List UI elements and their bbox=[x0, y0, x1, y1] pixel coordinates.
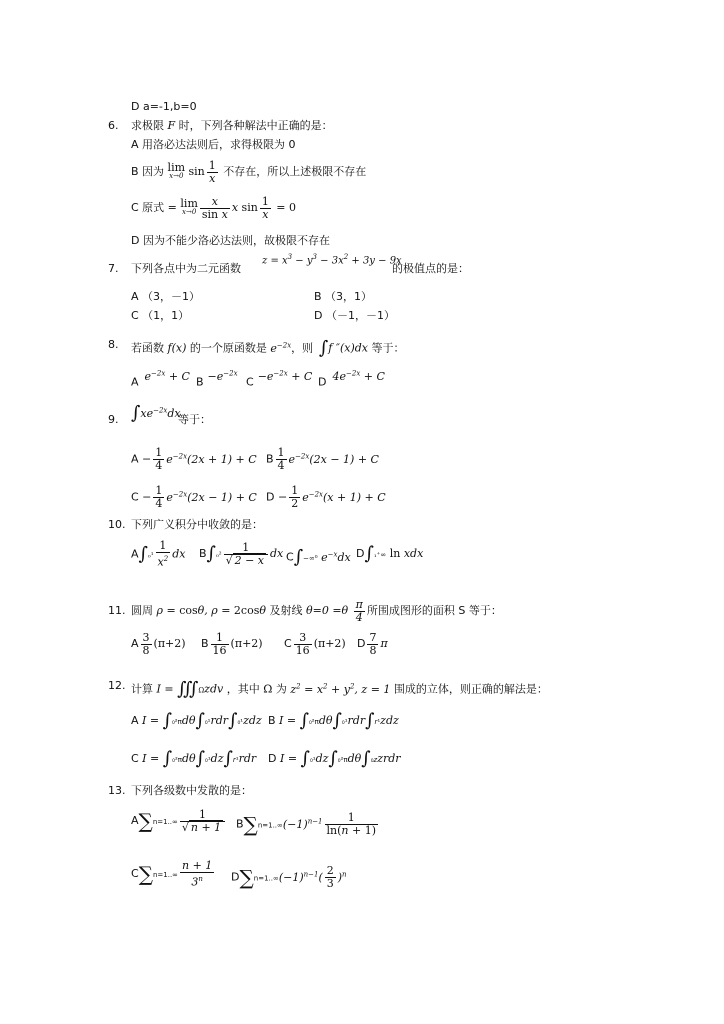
q6-option-b: B 因为 lim x→0 sin $\frac{1}{x}$ 不存在，所以上述极限不存在 bbox=[131, 158, 367, 185]
q11-stem-b: 及射线 bbox=[269, 604, 303, 617]
q11-option-a: A $\frac{3}{8}$ (π+2) bbox=[131, 630, 186, 657]
q11-option-b: B $\frac{1}{16}$ (π+2) bbox=[201, 630, 263, 657]
q7-option-c: C （1，1） bbox=[131, 309, 190, 322]
q6-option-a: A 用洛必达法则后，求得极限为 0 bbox=[131, 138, 296, 151]
q6-option-c: C 原式 = lim x→0 $\frac{x}{\text{sin x}}$ x sin $\frac{1}{x}$ = 0 bbox=[131, 194, 297, 221]
q13-option-a: A∑n=1..∞ $\frac{1}{√ n + 1}$ bbox=[131, 805, 227, 838]
q6-stem bbox=[131, 119, 333, 133]
q11-stem-a: 圆周 bbox=[131, 604, 153, 617]
q12-stem: 计算 I = ∭Ωzdv ，其中 Ω 为 $z^2 = x^2 + y^2$, z = 1 围成的立体，则正确的解法是： bbox=[131, 678, 548, 700]
q8-option-b: $B -e^{-2x}$ bbox=[196, 369, 238, 389]
q11-option-d: D $\frac{7}{8}$ π bbox=[357, 630, 388, 657]
q12-stem-a: 计算 bbox=[131, 682, 153, 696]
q6-number: 6. bbox=[108, 119, 119, 132]
q9-option-c: C − $\frac{1}{4}$ $e^{-2x}(2x - 1) + C$ bbox=[131, 484, 257, 511]
q13-option-b: $B\sum n=1..\infty(-1)^{n-1}$ $\frac{1}{\ln(n + 1)}$ bbox=[236, 811, 377, 838]
q5-option-d: D a=-1,b=0 bbox=[131, 100, 197, 113]
q6-c-frac: $\frac{x}{\text{sin x}}$ bbox=[201, 194, 228, 221]
q8-stem-a: 若函数 bbox=[131, 341, 164, 355]
q12-stem-b: ，其中 bbox=[226, 682, 260, 696]
q12-option-c: C I = ∫₀²πdθ∫₀¹dz∫r¹rdr bbox=[131, 748, 257, 769]
q8-stem-b: 的一个原函数是 bbox=[189, 341, 267, 355]
q6-option-d: D 因为不能少洛必达法则，故极限不存在 bbox=[131, 234, 330, 247]
q8-stem-c: ，则 bbox=[291, 341, 314, 355]
q12-stem-d: 围成的立体，则正确的解法是： bbox=[393, 682, 548, 696]
q6-limit-formula: F bbox=[164, 119, 179, 132]
q8-stem: 若函数 f(x) 的一个原函数是 $e^{-2x}$，则 ∫f ″(x)dx 等于： bbox=[131, 337, 405, 359]
q9-option-b: B $\frac{1}{4}$ $e^{-2x}(2x - 1) + C$ bbox=[266, 446, 379, 473]
q6-c-frac2: $\frac{1}{x}$ bbox=[261, 194, 269, 221]
q12-option-a: A I = ∫₀²πdθ∫₀¹rdr∫₀¹zdz bbox=[131, 710, 262, 731]
q6-option-b-pre: B 因为 bbox=[131, 165, 165, 178]
q10-number: 10. bbox=[108, 518, 126, 531]
q12-stem-c: 为 bbox=[275, 682, 287, 696]
q13-option-c: C∑n=1..∞ $\frac{n + 1}{3^n}$ bbox=[131, 858, 213, 889]
q6-frac-1-x: $\frac{1}{x}$ bbox=[208, 158, 216, 185]
q13-stem: 下列各级数中发散的是： bbox=[131, 784, 252, 797]
q6-option-b-post: 不存在，所以上述极限不存在 bbox=[223, 165, 367, 178]
q10-option-a: A∫₀¹ $\frac{1}{x^2}$ dx bbox=[131, 539, 186, 569]
q11-stem-c: 所围成图形的面积 S 等于： bbox=[366, 604, 502, 617]
q7-option-b: B （3，1） bbox=[314, 290, 373, 303]
q8-stem-d: 等于： bbox=[371, 341, 405, 355]
q9-integral: $\int xe^{-2x}dx$ bbox=[131, 402, 181, 424]
q6-stem-b: 时，下列各种解法中正确的是： bbox=[178, 119, 333, 132]
q8-number: 8. bbox=[108, 338, 119, 351]
q6-option-c-pre: C 原式 bbox=[131, 201, 165, 214]
q7-stem-a: 下列各点中为二元函数 bbox=[131, 262, 241, 275]
q6-c-lim: lim x→0 bbox=[180, 197, 198, 216]
q7-number: 7. bbox=[108, 262, 119, 275]
q11-option-c: C $\frac{3}{16}$ (π+2) bbox=[284, 630, 346, 657]
q11-stem: 圆周 ρ = cosθ, ρ = 2cosθ 及射线 θ=0 =θ $\frac{\pi}{4}$ 所围成图形的面积 S 等于： bbox=[131, 597, 502, 624]
q12-number: 12. bbox=[108, 679, 126, 692]
q6-lim-expr: lim x→0 bbox=[167, 161, 186, 180]
q13-option-d: $D\sum n=1..\infty(-1)^{n-1}$( $\frac{2}{3}$ )$^n$ bbox=[231, 864, 347, 891]
q7-option-d: D （－1，－1） bbox=[314, 309, 395, 322]
q10-option-d: D∫₁⁺∞ ln xdx bbox=[356, 543, 424, 564]
q8-option-a: A $e^{-2x} + C$ bbox=[131, 369, 190, 389]
q11-number: 11. bbox=[108, 604, 126, 617]
q9-number: 9. bbox=[108, 413, 119, 426]
q7-stem-b: 的极值点的是： bbox=[392, 262, 469, 275]
q12-option-d: D I = ∫₀¹dz∫₀²πdθ∫₀zzrdr bbox=[268, 748, 401, 769]
q9-option-a: A − $\frac{1}{4}$ $e^{-2x}(2x + 1) + C$ bbox=[131, 446, 257, 473]
q7-function-formula: $z = x^3 - y^3 - 3x^2 + 3y - 9x$ bbox=[262, 253, 402, 267]
q9-option-d: D − $\frac{1}{2}$ $e^{-2x}(x + 1) + C$ bbox=[266, 484, 386, 511]
q10-option-b: B∫₀² $\frac{1}{√ 2 - x}$ dx bbox=[199, 540, 284, 567]
q8-option-c: $C -e^{-2x} + C$ bbox=[246, 369, 313, 389]
q10-option-c: C∫−∞⁰ $e^{-x}dx$ bbox=[286, 546, 351, 568]
q7-option-a: A （3，－1） bbox=[131, 290, 201, 303]
q12-option-b: B I = ∫₀²πdθ∫₀¹rdr∫r¹zdz bbox=[268, 710, 399, 731]
q8-option-d: D $4e^{-2x} + C$ bbox=[318, 369, 385, 389]
q10-stem: 下列广义积分中收敛的是： bbox=[131, 518, 263, 531]
q9-stem: 等于： bbox=[178, 413, 211, 426]
q13-number: 13. bbox=[108, 784, 126, 797]
q6-stem-a: 求极限 bbox=[131, 119, 164, 132]
